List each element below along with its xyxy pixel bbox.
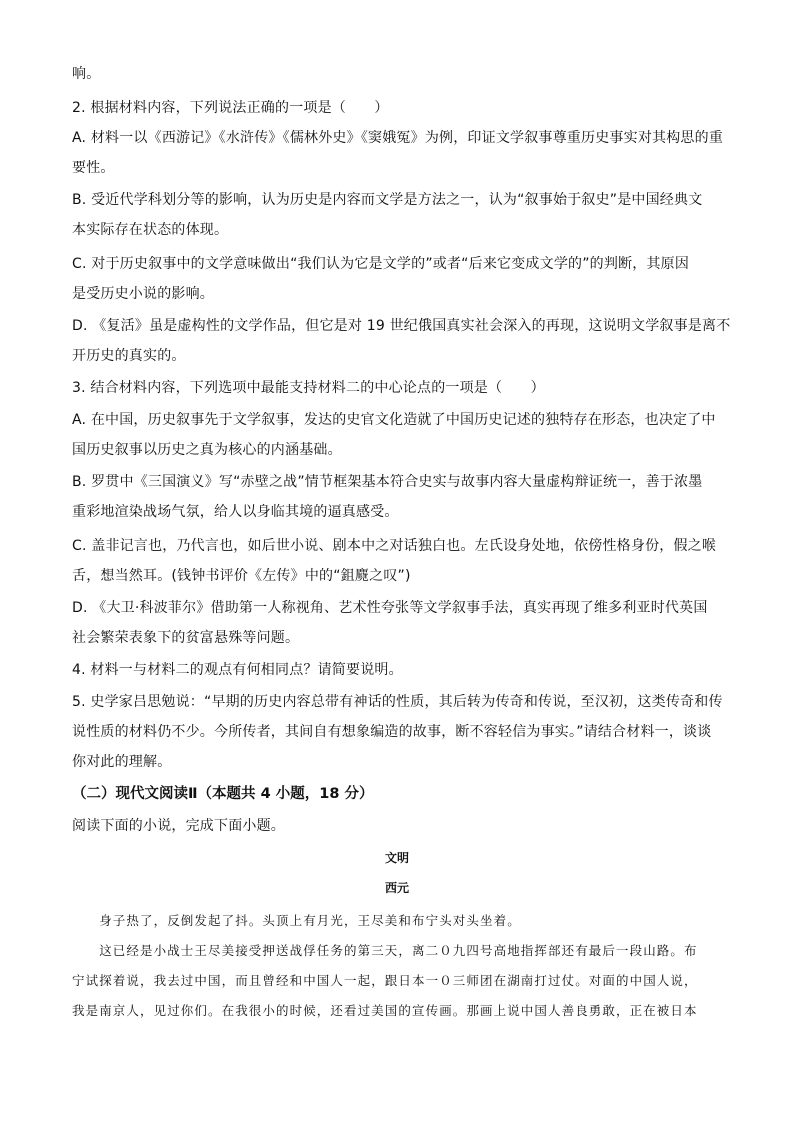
question-5-line-1: 5. 史学家吕思勉说：“早期的历史内容总带有神话的性质，其后转为传奇和传说，至汉初，这类传奇和传 (72, 694, 723, 710)
question-2: 2. 根据材料内容，下列说法正确的一项是（ ） (72, 100, 389, 116)
text-line: 响。 (72, 66, 101, 82)
story-paragraph-1: 身子热了，反倒发起了抖。头顶上有月光，王尽美和布宁头对头坐着。 (72, 913, 521, 928)
option-3c-line-1: C. 盖非记言也，乃代言也，如后世小说、剧本中之对话独白也。左氏设身处地，依傍性格身份，假之喉 (72, 538, 717, 554)
option-2a-line-1: A. 材料一以《西游记》《水浒传》《儒林外史》《窦娥冤》为例，印证文学叙事尊重历史事实对其构思的重 (72, 130, 724, 146)
option-3d-line-2: 社会繁荣表象下的贫富悬殊等问题。 (72, 630, 300, 646)
option-2b-line-2: 本实际存在状态的体现。 (72, 222, 229, 238)
story-paragraph-2-line-1: 这已经是小战士王尽美接受押送战俘任务的第三天，离二０九四号高地指挥部还有最后一段山路。布 (72, 943, 698, 958)
option-2d-line-1: D. 《复活》虽是虚构性的文学作品，但它是对 19 世纪俄国真实社会深入的再现，这说明文学叙事是离不 (72, 318, 731, 334)
option-2c-line-1: C. 对于历史叙事中的文学意味做出“我们认为它是文学的”或者“后来它变成文学的”的判断，其原因 (72, 256, 690, 272)
question-5-line-3: 你对此的理解。 (72, 754, 172, 770)
section-title: （二）现代文阅读Ⅱ（本题共 4 小题，18 分） (72, 786, 374, 802)
option-2d-line-2: 开历史的真实的。 (72, 348, 186, 364)
option-2a-line-2: 要性。 (72, 160, 115, 176)
option-3a-line-2: 国历史叙事以历史之真为核心的内涵基础。 (72, 442, 342, 458)
option-2b-line-1: B. 受近代学科划分等的影响，认为历史是内容而文学是方法之一，认为“叙事始于叙史”是中国经典文 (72, 192, 703, 208)
option-3d-line-1: D. 《大卫·科波菲尔》借助第一人称视角、艺术性夸张等文学叙事手法，真实再现了维多利亚时代英国 (72, 600, 708, 616)
option-3b-line-1: B. 罗贯中《三国演义》写“赤壁之战”情节框架基本符合史实与故事内容大量虚构辩证统一，善于浓墨 (72, 474, 703, 490)
story-paragraph-2-line-2: 宁试探着说，我去过中国，而且曾经和中国人一起，跟日本一０三师团在湖南打过仗。对面的中国人说， (72, 973, 698, 988)
story-author: 西元 (384, 881, 409, 895)
option-3a-line-1: A. 在中国，历史叙事先于文学叙事，发达的史官文化造就了中国历史记述的独特存在形态，也决定了中 (72, 412, 716, 428)
question-3: 3. 结合材料内容，下列选项中最能支持材料二的中心论点的一项是（ ） (72, 380, 545, 396)
option-2c-line-2: 是受历史小说的影响。 (72, 286, 214, 302)
story-paragraph-2-line-3: 我是南京人，见过你们。在我很小的时候，还看过美国的宣传画。那画上说中国人善良勇敢，正在被日本 (72, 1003, 698, 1018)
question-5-line-2: 说性质的材料仍不少。今所传者，其间自有想象编造的故事，断不容轻信为事实。”请结合材料一，谈谈 (72, 724, 712, 740)
option-3b-line-2: 重彩地渲染战场气氛，给人以身临其境的逼真感受。 (72, 504, 399, 520)
story-title: 文明 (384, 851, 409, 865)
question-4: 4. 材料一与材料二的观点有何相同点？请简要说明。 (72, 662, 403, 678)
reading-instruction: 阅读下面的小说，完成下面小题。 (72, 818, 285, 834)
option-3c-line-2: 舌，想当然耳。(钱钟书评价《左传》中的“鉏麑之叹”) (72, 568, 411, 584)
